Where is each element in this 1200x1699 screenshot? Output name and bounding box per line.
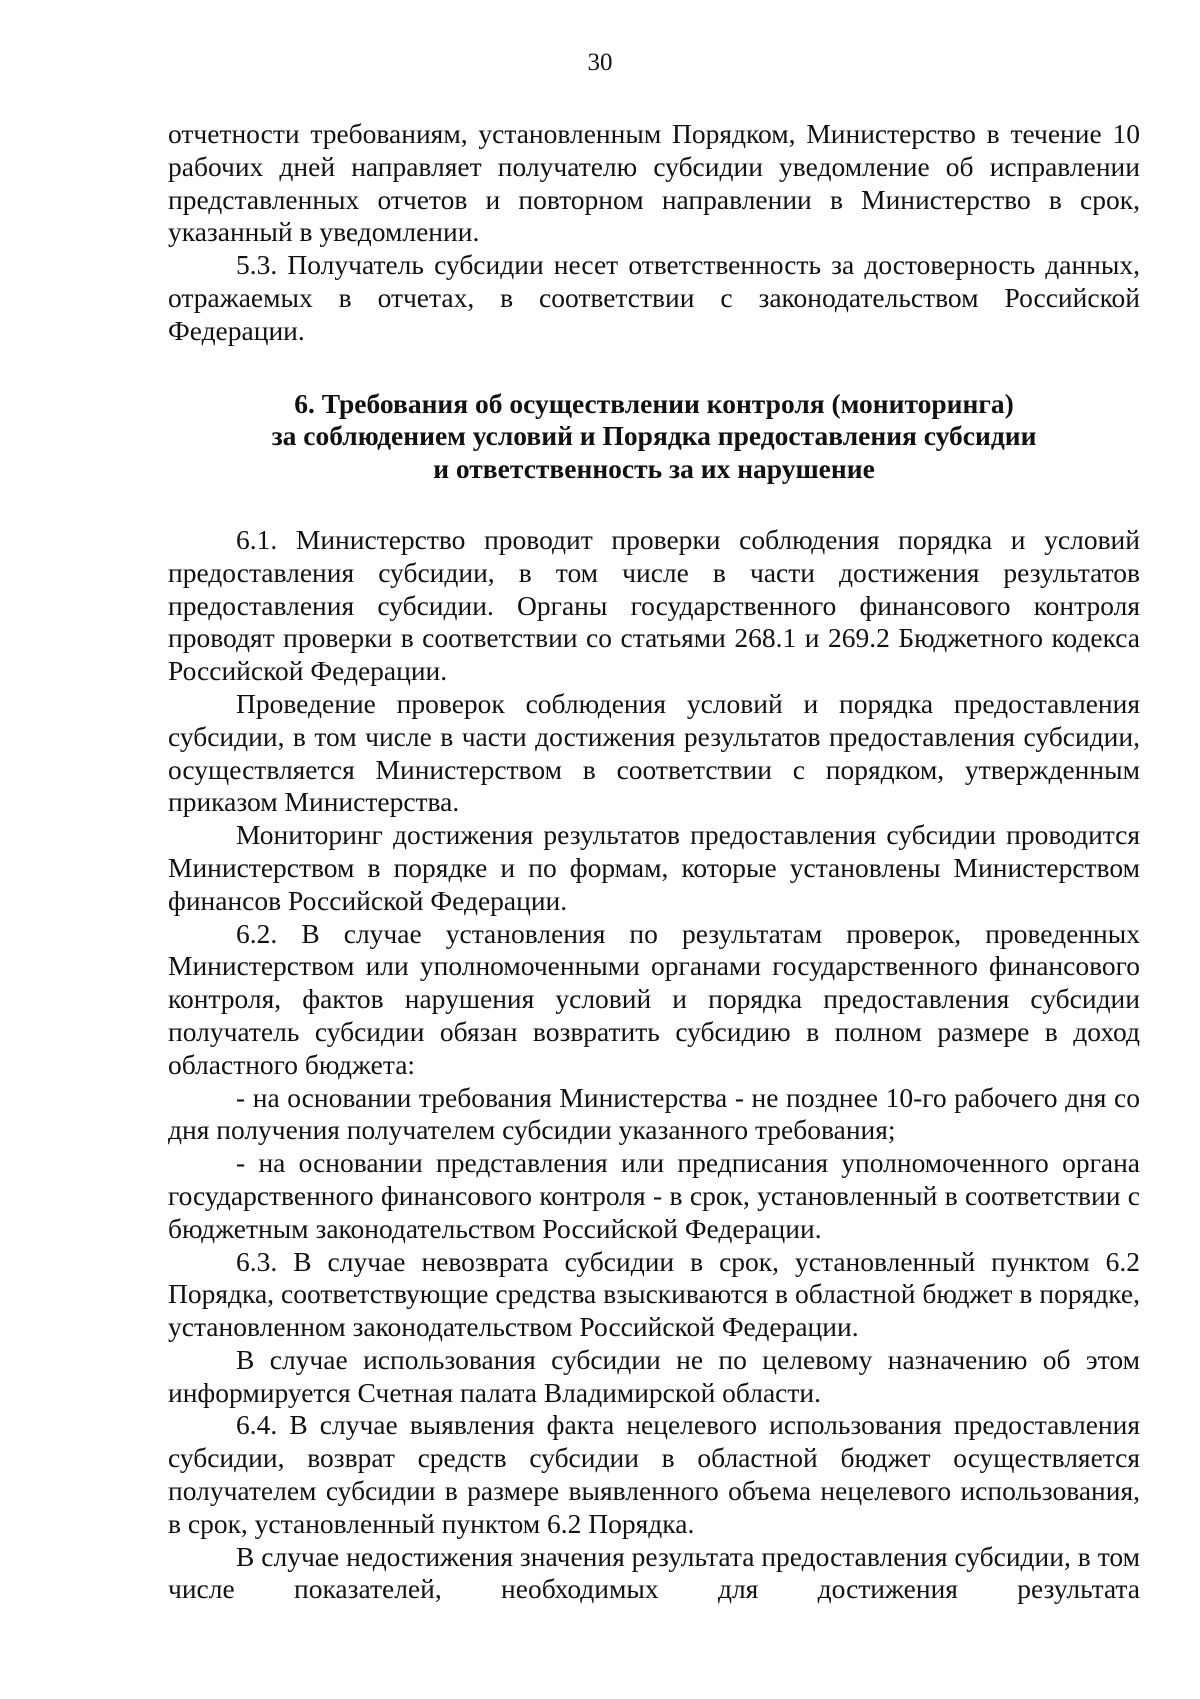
paragraph-continuation: отчетности требованиям, установленным Порядком, Министерство в течение 10 рабочих дней направляет получателю субсидии уведомление об исправлении представленных отчетов и повторном направлении в Министерство в срок, указанный в уведомлении. — [168, 118, 1140, 248]
paragraph-non-achievement: В случае недостижения значения результата предоставления субсидии, в том числе показателей, необходимых для достижения результата — [168, 1540, 1140, 1605]
list-item-control-body-order: - на основании представления или предписания уполномоченного органа государственного финансового контроля - в срок, установленный в соответствии с бюджетным законодательством Российской Федерации. — [168, 1147, 1140, 1244]
page-number: 30 — [587, 49, 613, 76]
paragraph-accounts-chamber: В случае использования субсидии не по целевому назначению об этом информируется Счетная палата Владимирской области. — [168, 1343, 1140, 1408]
section-heading-line-3: и ответственность за их нарушение — [433, 453, 875, 485]
section-heading-line-1: 6. Требования об осуществлении контроля (мониторинга) — [294, 387, 1014, 419]
paragraph-6-1: 6.1. Министерство проводит проверки соблюдения порядка и условий предоставления субсидии, в том числе в части достижения результатов предоставления субсидии. Органы государственного финансового контроля проводят проверки в соответствии со статьями 268.1 и 269.2 Бюджетного кодекса Российской Федерации. — [168, 523, 1140, 687]
paragraph-6-3: 6.3. В случае невозврата субсидии в срок, установленный пунктом 6.2 Порядка, соответствующие средства взыскиваются в областной бюджет в порядке, установленном законодательством Российской Федерации. — [168, 1245, 1140, 1343]
list-item-ministry-requirement: - на основании требования Министерства - не позднее 10-го рабочего дня со дня получения получателем субсидии указанного требования; — [168, 1081, 1140, 1146]
paragraph-6-2: 6.2. В случае установления по результатам проверок, проведенных Министерством или уполномоченными органами государственного финансового контроля, фактов нарушения условий и порядка предоставления субсидии получатель субсидии обязан возвратить субсидию в полном размере в доход областного бюджета: — [168, 917, 1140, 1080]
section-heading — [168, 388, 1140, 486]
document-body — [168, 118, 1140, 1606]
paragraph-monitoring: Мониторинг достижения результатов предоставления субсидии проводится Министерством в порядке и по формам, которые установлены Министерством финансов Российской Федерации. — [168, 819, 1140, 916]
section-heading-line-2: за соблюдением условий и Порядка предоставления субсидии — [271, 420, 1037, 452]
paragraph-6-4: 6.4. В случае выявления факта нецелевого использования предоставления субсидии, возврат средств субсидии в областной бюджет осуществляется получателем субсидии в размере выявленного объема нецелевого использования, в срок, установленный пунктом 6.2 Порядка. — [168, 1409, 1140, 1539]
paragraph-inspections: Проведение проверок соблюдения условий и порядка предоставления субсидии, в том числе в части достижения результатов предоставления субсидии, осуществляется Министерством в соответствии с порядком, утвержденным приказом Министерства. — [168, 687, 1140, 818]
paragraph-5-3: 5.3. Получатель субсидии несет ответственность за достоверность данных, отражаемых в отчетах, в соответствии с законодательством Российской Федерации. — [168, 249, 1140, 346]
